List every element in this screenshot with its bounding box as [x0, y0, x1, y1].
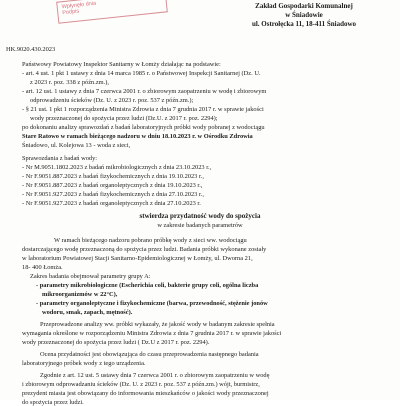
basis-line: - § 21 ust. 1 pkt 1 rozporządzenia Ministra Zdrowia z dnia 7 grudnia 2017 r. w sprawie jakości [22, 106, 264, 113]
finding-subtitle: w zakresie badanych parametrów [157, 222, 243, 229]
addressee-street: ul. Ostrołęcka 11, 18-411 Śniadowo [251, 19, 357, 28]
report-item: - Nr F.9051.887.2023 z badań fizykochemicznych z dnia 19.10.2023 r., [22, 173, 204, 180]
addressee-block [212, 2, 396, 28]
addressee-name: Zakład Gospodarki Komunalnej [255, 2, 353, 10]
analysis-line-bold: Stare Ratowo w ramach bieżącego nadzoru w dniu 18.10.2023 r. w Ośrodku Zdrowia [22, 133, 253, 140]
scope-item-cont: wodoru, smak, zapach, mętność). [42, 309, 133, 316]
stamp-line-signature: Podpis [62, 8, 80, 17]
justification-line: Przeprowadzone analizy ww. próbki wykazały, że jakość wody w badanym zakresie spełnia [40, 321, 275, 328]
justification-line: wody przeznaczonej do spożycia przez ludzi ( Dz.U z 2017 r. poz. 2294). [22, 339, 210, 346]
basis-line: odprowadzeniu ścieków (Dz. U. z 2023 r. poz. 537 z późn.zm.); [30, 97, 194, 104]
justification-line: dostarczającego wodę przeznaczoną do spożycia przez ludzi. Badania próbki wykonane zostały [22, 246, 267, 253]
justification-line: prezydent miasta jest obowiązany do informowania mieszkańców o jakości wody przeznaczonej [22, 390, 269, 397]
report-item: - Nr F.9051.887.2023 z badań organoleptycznych z dnia 19.10.2023 r., [22, 182, 203, 189]
report-item: - Nr F.9051.927.2023 z badań organoleptycznych z dnia 27.10.2023 r. [22, 200, 201, 207]
justification-line: wymagania określone w rozporządzeniu Ministra Zdrowia z dnia 7 grudnia 2017 r. w sprawie jakości [22, 330, 282, 337]
basis-line: - art. 12 ust. 1 ustawy z dnia 7 czerwca 2001 r. o zbiorowym zaopatrzeniu w wodę i zbiorowym [22, 88, 267, 95]
stamp-line-received: Wpłynęło dnia [61, 0, 97, 11]
addressee-town: w Śniadowie [285, 10, 323, 19]
finding-title: stwierdza przydatność wody do spożycia [139, 212, 261, 220]
justification-line: do spożycia przez ludzi. [22, 399, 84, 406]
scope-item: - parametry mikrobiologiczne (Escherichia coli, bakterie grupy coli, ogólna liczba [36, 282, 259, 289]
justification-line: 18- 400 Łomża. [22, 264, 63, 271]
basis-line: wody przeznaczonej do spożycia przez ludzi (Dz.U. z 2017 r. poz. 2294); [30, 115, 218, 122]
analysis-line: Śniadowo, ul. Kolejowa 13 - woda z sieci, [22, 142, 131, 149]
justification-line: Ocena przydatności jest obowiązująca do czasu przeprowadzenia następnego badania [40, 351, 259, 358]
justification-line: W ramach bieżącego nadzoru pobrano próbkę wody z sieci ww. wodociągu [54, 237, 247, 244]
reference-number: HK.9020.430.2023 [6, 46, 56, 53]
basis-intro: Państwowy Powiatowy Inspektor Sanitarny w Łomży działając na podstawie: [22, 61, 221, 68]
scope-item-cont: mikroorganizmów w 22°C), [42, 291, 118, 298]
basis-line: - art. 4 ust. 1 pkt 1 ustawy z dnia 14 marca 1985 r. o Państwowej Inspekcji Sanitarnej (Dz. U. [22, 70, 261, 77]
justification-line: w laboratorium Powiatowej Stacji Sanitarno-Epidemiologicznej w Łomży, ul. Dworna 21, [22, 255, 253, 262]
reports-heading: Sprawozdania z badań wody: [22, 155, 98, 162]
analysis-line: po dokonaniu analizy sprawozdań z badań laboratoryjnych próbki wody pobranej z wodociągu [22, 124, 265, 131]
report-item: - Nr F.9051.927.2023 z badań fizykochemicznych z dnia 27.10.2023 r., [22, 191, 204, 198]
received-stamp [56, 0, 168, 24]
basis-line: z 2023 r. poz. 338 z późn.zm.), [30, 79, 109, 86]
scope-heading: Zakres badania obejmował parametry grupy A: [30, 273, 151, 280]
justification-line: i zbiorowym odprowadzaniu ścieków (Dz. U. z 2023 r. poz. 537 z późn.zm.) wójt, burmistrz, [22, 381, 260, 388]
justification-line: Zgodnie z art. 12 ust. 5 ustawy dnia 7 czerwca 2001 r. o zbiorowym zaopatrzeniu w wodę [40, 372, 270, 379]
report-item: - Nr M.9051.1802.2023 z badań mikrobiologicznych z dnia 23.10.2023 r., [22, 164, 212, 171]
justification-line: laboratoryjnego próbek wody z tego urządzenia. [22, 360, 146, 367]
scope-item: - parametry organoleptyczne i fizykochemiczne (barwa, przewodność, stężenie jonów [36, 300, 268, 307]
